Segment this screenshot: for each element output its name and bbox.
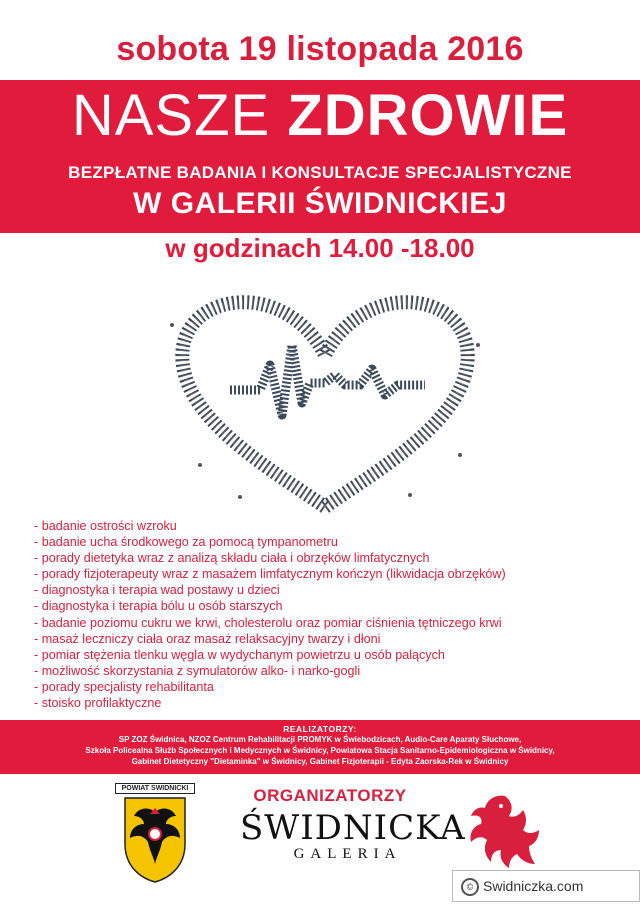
list-item: - porady fizjoterapeuty wraz z masażem limfatycznym kończyn (likwidacja obrzęków) xyxy=(34,567,506,582)
list-item: - diagnostyka i terapia wad postawy u dzieci xyxy=(34,583,280,598)
watermark xyxy=(452,870,640,902)
griffin-logo xyxy=(465,790,543,875)
event-date: sobota 19 listopada 2016 xyxy=(116,30,524,68)
list-item: - pomiar stężenia tlenku węgla w wydychanym powietrzu u osób palących xyxy=(34,647,445,662)
list-item: - stoisko profilaktyczne xyxy=(34,696,162,711)
brand-name: ŚWIDNICKA xyxy=(240,808,466,848)
list-item: - masaż leczniczy ciała oraz masaż relaksacyjny twarzy i dłoni xyxy=(34,631,381,646)
title-part2: ZDROWIE xyxy=(287,83,569,148)
subtitle-services: BEZPŁATNE BADANIA I KONSULTACJE SPECJALISTYCZNE xyxy=(68,163,572,182)
watermark-text: Swidniczka.com xyxy=(483,878,584,894)
copyright-icon: © xyxy=(461,878,479,896)
realizatorzy-line: Szkoła Policealna Służb Społecznych i Medycznych w Świdnicy, Powiatowa Stacja Sanitarno-Epidemiologiczna w Świdnicy, xyxy=(85,746,555,755)
griffin-icon xyxy=(465,790,543,870)
subtitle-location: W GALERII ŚWIDNICKIEJ xyxy=(133,187,507,220)
list-item: - badanie poziomu cukru we krwi, cholesterolu oraz pomiar ciśnienia tętniczego krwi xyxy=(34,615,502,630)
services-list xyxy=(34,518,506,711)
realizatorzy-line: SP ZOZ Świdnica, NZOZ Centrum Rehabilitacji PROMYK w Świebodzicach, Audio-Care Aparaty Słuchowe, xyxy=(118,735,522,744)
powiat-label: POWIAT ŚWIDNICKI xyxy=(115,783,195,794)
realizatorzy-band xyxy=(0,720,640,774)
brand-subtitle: GALERIA xyxy=(293,846,402,862)
realizatorzy-line: Gabinet Dietetyczny "Dietaminka" w Świdnicy, Gabinet Fizjoterapii - Edyta Zaorska-Rek w Świdnicy xyxy=(131,757,509,766)
title-part1: NASZE xyxy=(71,83,288,148)
list-item: - badanie ucha środkowego za pomocą tympanometru xyxy=(34,535,338,550)
list-item: - badanie ostrości wzroku xyxy=(34,519,177,533)
powiat-logo xyxy=(115,783,195,889)
heart-illustration xyxy=(160,285,490,515)
heart-heartbeat-icon xyxy=(160,285,490,515)
list-item: - porady dietetyka wraz z analizą składu ciała i obrzęków limfatycznych xyxy=(34,551,430,566)
organizers-heading: ORGANIZATORZY xyxy=(253,786,407,805)
realizatorzy-heading: REALIZATORZY: xyxy=(283,724,357,734)
coat-of-arms-icon xyxy=(120,794,190,884)
list-item: - diagnostyka i terapia bólu u osób starszych xyxy=(34,599,283,614)
event-hours: w godzinach 14.00 -18.00 xyxy=(0,233,640,273)
event-title xyxy=(0,82,640,149)
list-item: - porady specjalisty rehabilitanta xyxy=(34,679,214,694)
list-item: - możliwość skorzystania z symulatorów alko- i narko-gogli xyxy=(34,663,361,678)
